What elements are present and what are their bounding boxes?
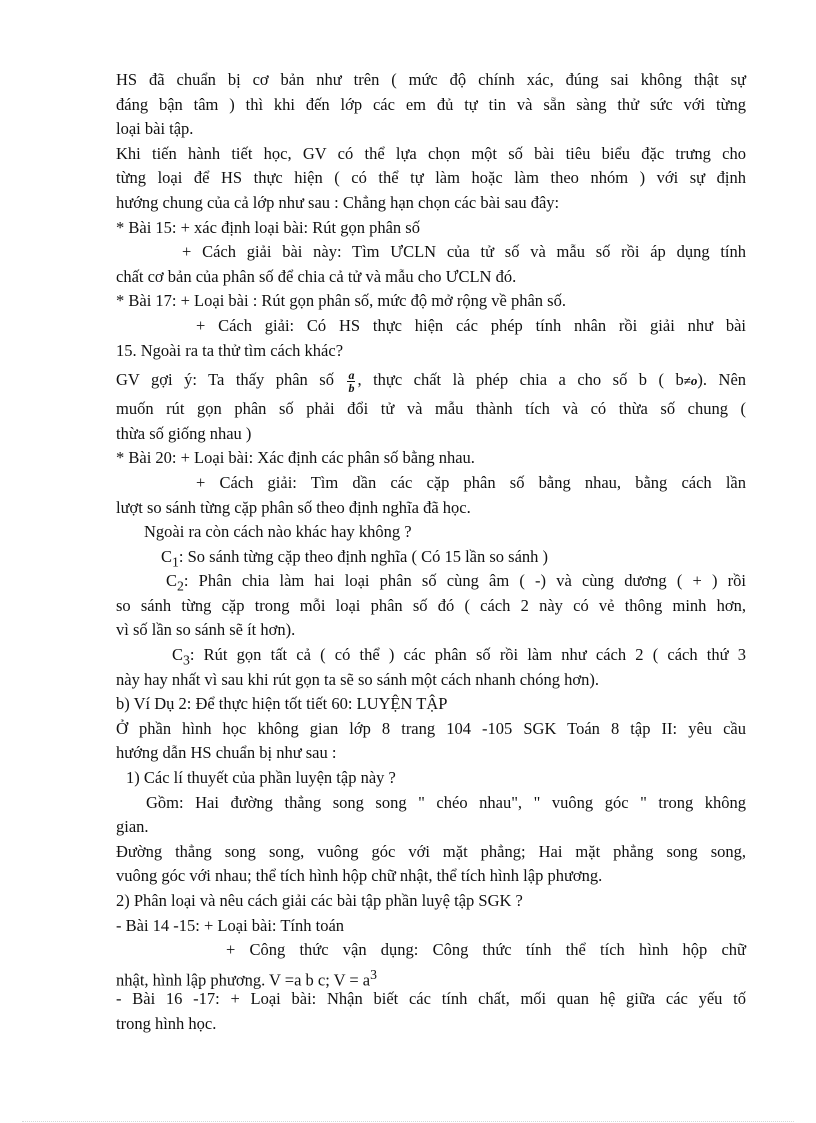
fraction-denominator: b — [348, 380, 355, 395]
text-line: này hay nhất vì sau khi rút gọn ta sẽ so sánh một cách nhanh chóng hơn). — [116, 669, 599, 689]
text-line: Gồm: Hai đường thẳng song song " chéo nhau", " vuông góc " trong không — [146, 792, 746, 812]
text-line: * Bài 17: + Loại bài : Rút gọn phân số, mức độ mở rộng về phân số. — [116, 291, 566, 311]
document-page — [116, 68, 746, 1037]
question-2: 2) Phân loại và nêu cách giải các bài tập phần luyệ tập SGK ? — [116, 891, 523, 910]
text-line: Ngoài ra còn cách nào khác hay không ? — [144, 522, 412, 542]
method-text: : Rút gọn tất cả ( có thể ) các phân số rồi làm như cách 2 ( cách thứ 3 — [189, 645, 746, 665]
method-text: : Phân chia làm hai loại phân số cùng âm ( -) và cùng dương ( + ) rồi — [183, 571, 746, 591]
method-c2 — [116, 569, 746, 594]
text-line: + Công thức vận dụng: Công thức tính thể tích hình hộp chữ — [226, 940, 746, 960]
text-line: đáng bận tâm ) thì khi đến lớp các em đủ tự tin và sẵn sàng thử sức với từng — [116, 94, 746, 114]
text-line: hướng dẫn HS chuẩn bị như sau : — [116, 743, 337, 763]
question-1: 1) Các lí thuyết của phần luyện tập này ? — [126, 768, 396, 788]
text-line: - Bài 14 -15: + Loại bài: Tính toán — [116, 915, 345, 935]
method-c3 — [116, 643, 746, 668]
text-line: thừa số giống nhau ) — [116, 423, 252, 443]
text-line: từng loại để HS thực hiện ( có thể tự làm hoặc làm theo nhóm ) với sự định — [116, 168, 746, 188]
method-subscript: 2 — [177, 578, 184, 594]
text-line: lượt so sánh từng cặp phân số theo định nghĩa đã học. — [116, 497, 471, 517]
text-line: vuông góc với nhau; thể tích hình hộp chữ nhật, thể tích hình lập phương. — [116, 866, 603, 886]
text-line: so sánh từng cặp trong mỗi loại phân số đó ( cách 2 này có vẻ thông minh hơn, — [116, 595, 746, 615]
text-line: * Bài 15: + xác định loại bài: Rút gọn phân số — [116, 217, 420, 237]
text-line: gian. — [116, 817, 149, 837]
text-line: 15. Ngoài ra ta thử tìm cách khác? — [116, 340, 344, 360]
method-text: : So sánh từng cặp theo định nghĩa ( Có 15 lần so sánh ) — [178, 546, 549, 566]
formula-text: nhật, hình lập phương. V =a b c; V = a — [116, 970, 371, 990]
formula-exponent: 3 — [370, 966, 377, 982]
method-label: C — [161, 546, 173, 566]
text-line: + Cách giải: Có HS thực hiện các phép tính nhân rồi giải như bài — [196, 315, 746, 335]
text-line: + Cách giải: Tìm dần các cặp phân số bằng nhau, bằng cách lần — [196, 472, 746, 492]
text-line: - Bài 16 -17: + Loại bài: Nhận biết các tính chất, mối quan hệ giữa các yếu tố — [116, 989, 746, 1009]
text-line: * Bài 20: + Loại bài: Xác định các phân số bằng nhau. — [116, 448, 475, 468]
formula-line — [116, 963, 746, 988]
text-line: Ở phần hình học không gian lớp 8 trang 104 -105 SGK Toán 8 tập II: yêu cầu — [116, 718, 746, 738]
gv-hint-line — [116, 363, 746, 397]
text-line: muốn rút gọn phân số phải đổi tử và mẫu thành tích và có thừa số chung ( — [116, 399, 746, 419]
text-line: trong hình học. — [116, 1013, 217, 1033]
text-line: + Cách giải bài này: Tìm ƯCLN của tử số và mẫu số rồi áp dụng tính — [182, 242, 746, 262]
text-line: HS đã chuẩn bị cơ bản như trên ( mức độ chính xác, đúng sai không thật sự — [116, 70, 746, 89]
method-label: C — [172, 645, 184, 665]
gv-hint-middle: , thực chất là phép chia a cho số b ( b — [357, 370, 684, 390]
page-bottom-rule — [22, 1121, 794, 1122]
fraction-numerator: a — [348, 367, 355, 382]
method-subscript: 1 — [172, 553, 179, 569]
fraction-a-over-b — [347, 369, 355, 394]
text-line: vì số lần so sánh sẽ ít hơn). — [116, 620, 296, 640]
method-label: C — [166, 571, 178, 591]
method-c1 — [116, 545, 746, 570]
method-subscript: 3 — [183, 652, 190, 668]
text-line: Khi tiến hành tiết học, GV có thể lựa chọn một số bài tiêu biểu đặc trưng cho — [116, 143, 746, 163]
text-line: hướng chung của cả lớp như sau : Chẳng hạn chọn các bài sau đây: — [116, 192, 560, 212]
gv-hint-after: ). Nên — [697, 370, 747, 390]
text-line: Đường thẳng song song, vuông góc với mặt phẳng; Hai mặt phẳng song song, — [116, 841, 746, 861]
example-heading: b) Ví Dụ 2: Để thực hiện tốt tiết 60: LUYỆN TẬP — [116, 694, 448, 714]
text-line: loại bài tập. — [116, 119, 194, 139]
text-line: chất cơ bản của phân số để chia cả tử và mẫu cho ƯCLN đó. — [116, 266, 517, 286]
not-equal-zero: ≠o — [683, 373, 698, 389]
gv-hint-before: GV gợi ý: Ta thấy phân số — [116, 370, 334, 390]
